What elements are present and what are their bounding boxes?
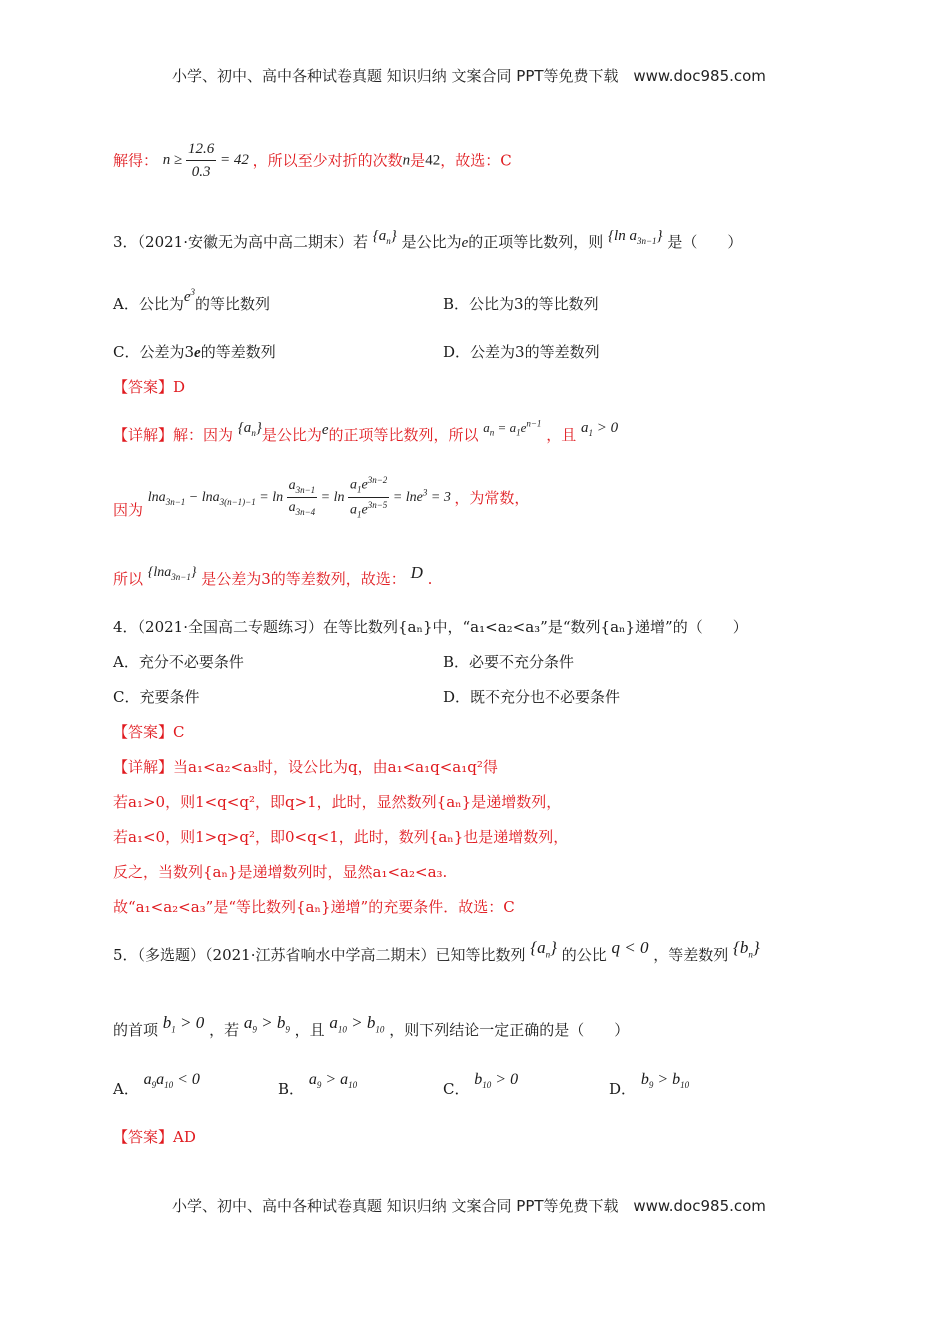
q3-option-c xyxy=(113,343,276,362)
set-an-2: $\{a_n\}$ xyxy=(237,420,262,438)
q5-option-b-formula: $a_9 > a_{10}$ xyxy=(308,1071,358,1091)
q5-option-a-formula: $a_9a_{10} < 0$ xyxy=(143,1071,200,1091)
constant-text: ，为常数， xyxy=(454,488,530,507)
ln-formula: lna$_{3n-1}$ − lna$_{3(n-1)-1}$ = ln $\frac{a_{3n-1}}{a_{3n-4}}$ = ln $\frac{a_1e^{3n-2}}{a_1e^{3n-5}}$ = lne$^3$ = 3 xyxy=(147,475,455,520)
q5-a9-gt-b9: $a_9 > b_9$ xyxy=(243,1013,290,1035)
q3-detail-1 xyxy=(113,418,619,447)
q5-option-c xyxy=(443,1071,519,1101)
q5-option-d-label: D． xyxy=(609,1080,637,1098)
q5-set-bn: $\{b_n\}$ xyxy=(733,938,760,960)
detail-text-1: 解：因为 xyxy=(173,426,234,444)
q3-text-c: 是（ ） xyxy=(667,233,743,251)
q3-option-a xyxy=(113,287,271,314)
page-header xyxy=(172,67,766,85)
q5-stem-2 xyxy=(113,1013,630,1042)
detail-text-2: 是公比为 xyxy=(261,426,322,444)
q4-option-d xyxy=(443,688,620,706)
footer-url: www.doc985.com xyxy=(633,1197,766,1215)
q4-option-c-label: C．充要条件 xyxy=(113,688,200,706)
q4-text: （2021·全国高二专题练习）在等比数列{aₙ}中，“a₁<a₂<a₃”是“数列{aₙ}递增”的（ ） xyxy=(137,618,748,636)
var-n: n xyxy=(402,152,411,169)
detail-text-3: 的正项等比数列，所以 xyxy=(328,426,479,444)
q5-option-b-label: B． xyxy=(278,1080,305,1098)
q4-option-a xyxy=(113,653,244,671)
q4-detail-2 xyxy=(113,793,561,811)
formula-result: = 42 xyxy=(220,151,249,168)
so-text: 所以 xyxy=(113,570,144,588)
q5-l2c: ，且 xyxy=(294,1021,325,1039)
q3-detail-2 xyxy=(113,475,529,521)
q5-b1-gt-0: $b_1 > 0$ xyxy=(162,1013,205,1035)
q5-option-d xyxy=(609,1071,690,1101)
because-text: 因为 xyxy=(113,500,144,519)
solution-prev xyxy=(113,140,512,181)
solution-label: 解得： xyxy=(113,151,159,170)
so-tail: 是公差为3的等差数列，故选： xyxy=(201,570,406,588)
set-an: $\{a_n\}$ xyxy=(372,228,397,246)
option-a-tail: 的等比数列 xyxy=(195,295,271,313)
q4-detail-text-2: 若a₁>0，则1<q<q²，即q>1，此时，显然数列{aₙ}是递增数列， xyxy=(113,793,562,811)
option-c-e: e xyxy=(194,345,201,361)
q5-answer-value: AD xyxy=(173,1128,196,1146)
q3-answer xyxy=(113,378,185,396)
q4-answer-tag: 【答案】 xyxy=(113,723,174,741)
q4-answer xyxy=(113,723,185,741)
q4-option-a-label: A．充分不必要条件 xyxy=(113,653,244,671)
solution-text-a: ，所以至少对折的次数 xyxy=(252,151,403,170)
page-footer xyxy=(172,1197,766,1215)
formula-an: $a_n = a_1e^{n-1}$ xyxy=(483,418,542,438)
answer-tag: 【答案】 xyxy=(113,378,174,396)
choice-d: D xyxy=(410,563,423,582)
option-b-label: B．公比为3的等比数列 xyxy=(443,295,599,313)
q5-set-an: $\{a_n\}$ xyxy=(530,938,557,960)
ln-frac-2: $\frac{a_1e^{3n-2}}{a_1e^{3n-5}}$ xyxy=(350,475,388,520)
solution-text-c: ，故选：C xyxy=(440,151,512,170)
formula-a1: $a_1 > 0$ xyxy=(581,420,619,438)
q5-answer xyxy=(113,1128,196,1146)
q5-option-c-label: C． xyxy=(443,1080,470,1098)
set-ln-2: {lna$_{3n-1}$} xyxy=(147,565,197,582)
option-d-label: D．公差为3的等差数列 xyxy=(443,343,600,361)
solution-text-b: 是 xyxy=(410,151,426,170)
q5-option-b xyxy=(278,1071,358,1101)
footer-text: 小学、初中、高中各种试卷真题 知识归纳 文案合同 PPT等免费下载 xyxy=(172,1197,619,1215)
option-c-label: C．公差为3 xyxy=(113,343,195,361)
q4-option-b-label: B．必要不充分条件 xyxy=(443,653,575,671)
q4-detail-text-4: 反之，当数列{aₙ}是递增数列时，显然a₁<a₂<a₃. xyxy=(113,863,448,881)
q5-l2a: 的首项 xyxy=(113,1021,159,1039)
q5-a10-gt-b10: $a_{10} > b_{10}$ xyxy=(329,1013,385,1035)
q3-option-b xyxy=(443,295,599,313)
header-url: www.doc985.com xyxy=(633,67,766,85)
q5-l2b: ，若 xyxy=(209,1021,240,1039)
answer-value: D xyxy=(173,378,186,396)
e-symbol: e xyxy=(461,235,469,251)
q4-detail-1 xyxy=(113,758,498,776)
q5-q-lt-0: q < 0 xyxy=(611,938,649,957)
q5-option-a-label: A． xyxy=(113,1080,139,1098)
q4-num: 4． xyxy=(113,618,138,636)
q3-source: （2021·安徽无为高中高二期末）若 xyxy=(137,233,368,251)
q5-num: 5． xyxy=(113,946,138,964)
frac-numerator: 12.6 xyxy=(186,140,216,161)
q4-option-b xyxy=(443,653,574,671)
q5-option-c-formula: $b_{10} > 0$ xyxy=(474,1071,519,1091)
q5-option-d-formula: $b_9 > b_{10}$ xyxy=(640,1071,690,1091)
option-c-tail: 的等差数列 xyxy=(200,343,276,361)
q5-text-b: 的公比 xyxy=(561,946,607,964)
solution-formula: n ≥ $\frac{12.6}{0.3}$ = 42 xyxy=(162,141,249,180)
option-a-label: A．公比为 xyxy=(113,295,184,313)
q3-detail-3 xyxy=(113,563,433,591)
ln-frac-1: $\frac{a_{3n-1}}{a_{3n-4}}$ xyxy=(288,477,316,518)
q5-option-a xyxy=(113,1071,200,1101)
header-text: 小学、初中、高中各种试卷真题 知识归纳 文案合同 PPT等免费下载 xyxy=(172,67,619,85)
q5-text-c: ，等差数列 xyxy=(653,946,729,964)
frac-denominator: 0.3 xyxy=(191,164,211,180)
detail-text-4: ，且 xyxy=(546,426,577,444)
q4-detail-4 xyxy=(113,863,447,881)
q4-option-d-label: D．既不充分也不必要条件 xyxy=(443,688,621,706)
q4-detail-text-3: 若a₁<0，则1>q>q²，即0<q<1，此时，数列{aₙ}也是递增数列， xyxy=(113,828,569,846)
val-42: 42 xyxy=(425,152,441,169)
q4-detail-text-5: 故“a₁<a₂<a₃”是“等比数列{aₙ}递增”的充要条件．故选：C xyxy=(113,898,515,916)
q4-answer-value: C xyxy=(173,723,185,741)
e-symbol-2: e xyxy=(321,422,329,438)
q3-option-d xyxy=(443,343,600,361)
q3-text-b: 的正项等比数列，则 xyxy=(468,233,604,251)
q3-num: 3． xyxy=(113,233,138,251)
q5-l2d: ，则下列结论一定正确的是（ ） xyxy=(389,1021,630,1039)
q4-detail-text-1: 当a₁<a₂<a₃时，设公比为q，由a₁<a₁q<a₁q²得 xyxy=(173,758,498,776)
set-ln: {ln $a_{3n-1}$} xyxy=(608,228,663,246)
q5-answer-tag: 【答案】 xyxy=(113,1128,174,1146)
q4-detail-5 xyxy=(113,898,515,916)
q4-stem xyxy=(113,618,748,636)
q5-stem-1 xyxy=(113,938,760,967)
fraction xyxy=(186,140,216,181)
e-cubed: $e^3$ xyxy=(183,287,196,305)
q3-stem xyxy=(113,228,743,254)
period: . xyxy=(427,570,433,588)
q4-detail-tag: 【详解】 xyxy=(113,758,174,776)
detail-tag: 【详解】 xyxy=(113,426,174,444)
q5-text-a: （多选题）（2021·江苏省响水中学高二期末）已知等比数列 xyxy=(137,946,526,964)
q4-option-c xyxy=(113,688,199,706)
q4-detail-3 xyxy=(113,828,568,846)
q3-text-a: 是公比为 xyxy=(401,233,462,251)
